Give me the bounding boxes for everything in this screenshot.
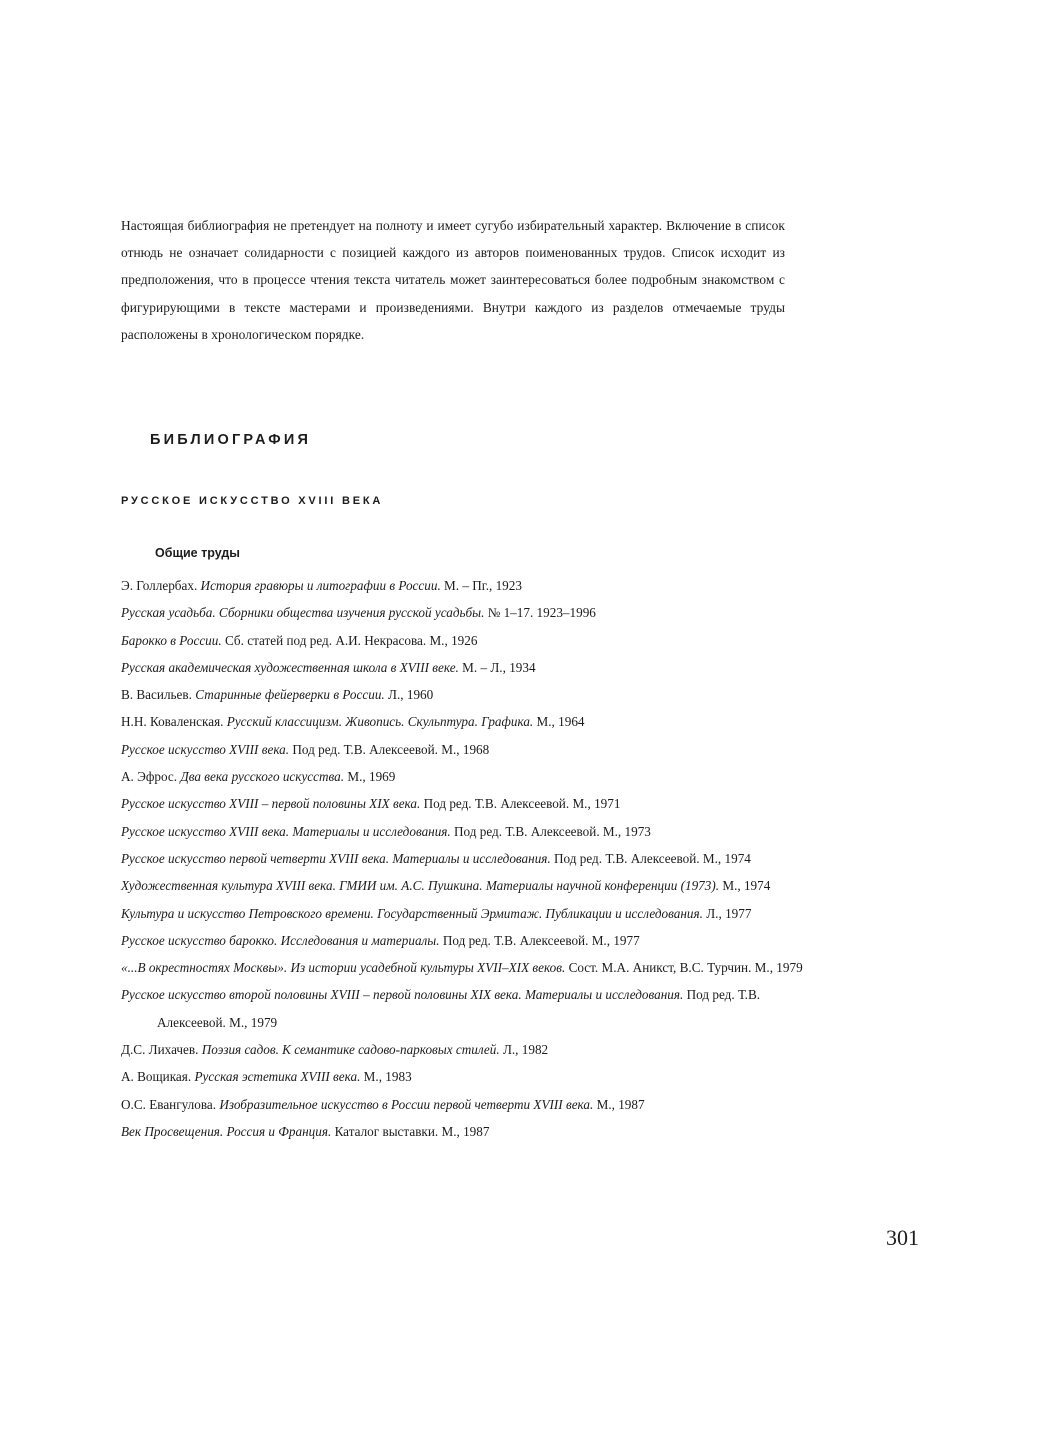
bibliography-entry (121, 654, 821, 681)
entry-title: Русское искусство барокко. Исследования и материалы. (121, 932, 440, 948)
entry-publication: Л., 1977 (702, 905, 752, 921)
entry-title: Русское искусство XVIII века. (121, 741, 290, 757)
bibliography-entry (121, 845, 821, 872)
bibliography-entry (121, 1118, 821, 1145)
entry-author: В. Васильев. (121, 687, 196, 703)
bibliography-entry (121, 708, 821, 735)
entry-title: История гравюры и литографии в России. (200, 578, 441, 593)
entry-publication: М., 1987 (593, 1096, 645, 1112)
entry-title: Барокко в России. (121, 632, 222, 648)
entry-title: Русский классицизм. Живопись. Скульптура. Графика. (226, 714, 534, 730)
entry-publication: М. – Л., 1934 (458, 659, 536, 675)
bibliography-entry (121, 627, 821, 654)
bibliography-entry (121, 790, 821, 817)
entry-title: Русское искусство XVIII – первой половины XIX века. (121, 796, 421, 812)
entry-author: О.С. Евангулова. (121, 1096, 220, 1112)
entry-author: А. Эфрос. (121, 769, 181, 785)
entry-title: «...В окрестностях Москвы». Из истории усадебной культуры XVII–XIX веков. (121, 960, 566, 976)
section-title: РУССКОЕ ИСКУССТВО XVIII ВЕКА (121, 495, 384, 507)
entry-publication: М., 1983 (360, 1069, 412, 1085)
bibliography-entry (121, 736, 821, 763)
entry-title: Русская академическая художественная школа в XVIII веке. (121, 659, 459, 675)
entry-publication: № 1–17. 1923–1996 (484, 605, 596, 621)
entry-author: А. Вощикая. (121, 1069, 195, 1085)
bibliography-entry (121, 818, 821, 845)
subsection-title: Общие труды (155, 546, 240, 560)
entry-publication: Каталог выставки. М., 1987 (331, 1123, 490, 1139)
entry-publication: Под ред. Т.В. Алексеевой. М., 1974 (550, 850, 751, 866)
entry-publication: Сост. М.А. Аникст, В.С. Турчин. М., 1979 (565, 960, 803, 976)
bibliography-entry (121, 1091, 821, 1118)
entry-publication: Под ред. Т.В. Алексеевой. М., 1973 (450, 823, 651, 839)
entry-title: Русское искусство XVIII века. Материалы и исследования. (121, 823, 451, 839)
entry-publication: Под ред. Т.В. Алексеевой. М., 1968 (289, 741, 490, 757)
entry-title: Русская усадьба. Сборники общества изучения русской усадьбы. (121, 605, 485, 621)
entry-publication: Л., 1960 (384, 687, 434, 703)
entry-title: Два века русского искусства. (180, 769, 345, 785)
entry-publication: М., 1964 (533, 714, 585, 730)
entry-title: Старинные фейерверки в России. (195, 687, 385, 703)
bibliography-entry (121, 900, 821, 927)
bibliography-entry (121, 872, 821, 899)
page-number: 301 (886, 1225, 919, 1250)
bibliography-entry (121, 763, 821, 790)
entry-author: Н.Н. Коваленская. (121, 714, 227, 730)
bibliography-entry (121, 599, 821, 626)
entry-publication: Под ред. Т.В. Алексеевой. М., 1977 (439, 932, 640, 948)
entry-author: Д.С. Лихачев. (121, 1042, 202, 1058)
entry-title: Поэзия садов. К семантике садово-парковых стилей. (201, 1042, 500, 1058)
entry-publication: М., 1969 (344, 769, 396, 785)
entry-publication: М. – Пг., 1923 (440, 578, 522, 593)
intro-paragraph: Настоящая библиография не претендует на полноту и имеет сугубо избирательный характер. Включение в список отнюдь не означает солидарности с позицией каждого из авторов поименованных трудов. Список исходит из предположения, что в процессе чтения текста читатель может заинтересоваться более подробным знакомством с фигурирующими в тексте мастерами и произведениями. Внутри каждого из разделов отмечаемые труды расположены в хронологическом порядке. (121, 218, 785, 342)
entry-title: Изобразительное искусство в России первой четверти XVIII века. (219, 1096, 594, 1112)
bibliography-list (121, 572, 821, 1145)
entry-title: Русская эстетика XVIII века. (194, 1069, 361, 1085)
entry-title: Художественная культура XVIII века. ГМИИ им. А.С. Пушкина. Материалы научной конференции (1973). (121, 878, 720, 894)
entry-author: Э. Голлербах. (121, 578, 201, 593)
entry-title: Русское искусство первой четверти XVIII века. Материалы и исследования. (121, 850, 551, 866)
bibliography-entry (121, 927, 821, 954)
bibliography-entry (121, 572, 821, 599)
bibliography-heading: БИБЛИОГРАФИЯ (150, 432, 312, 448)
entry-publication: Сб. статей под ред. А.И. Некрасова. М., 1926 (221, 632, 478, 648)
bibliography-entry (121, 981, 821, 1036)
entry-title: Русское искусство второй половины XVIII – первой половины XIX века. Материалы и исследования. (121, 987, 684, 1003)
entry-publication: Под ред. Т.В. Алексеевой. М., 1971 (420, 796, 621, 812)
entry-title: Культура и искусство Петровского времени. Государственный Эрмитаж. Публикации и исследования. (121, 905, 703, 921)
bibliography-entry (121, 954, 821, 981)
entry-publication: Л., 1982 (499, 1042, 549, 1058)
entry-publication: Под ред. Т.В. Алексеевой. М., 1979 (157, 987, 761, 1030)
bibliography-entry (121, 1036, 821, 1063)
entry-title: Век Просвещения. Россия и Франция. (121, 1123, 332, 1139)
bibliography-entry (121, 1063, 821, 1090)
entry-publication: М., 1974 (719, 878, 771, 894)
bibliography-entry (121, 681, 821, 708)
